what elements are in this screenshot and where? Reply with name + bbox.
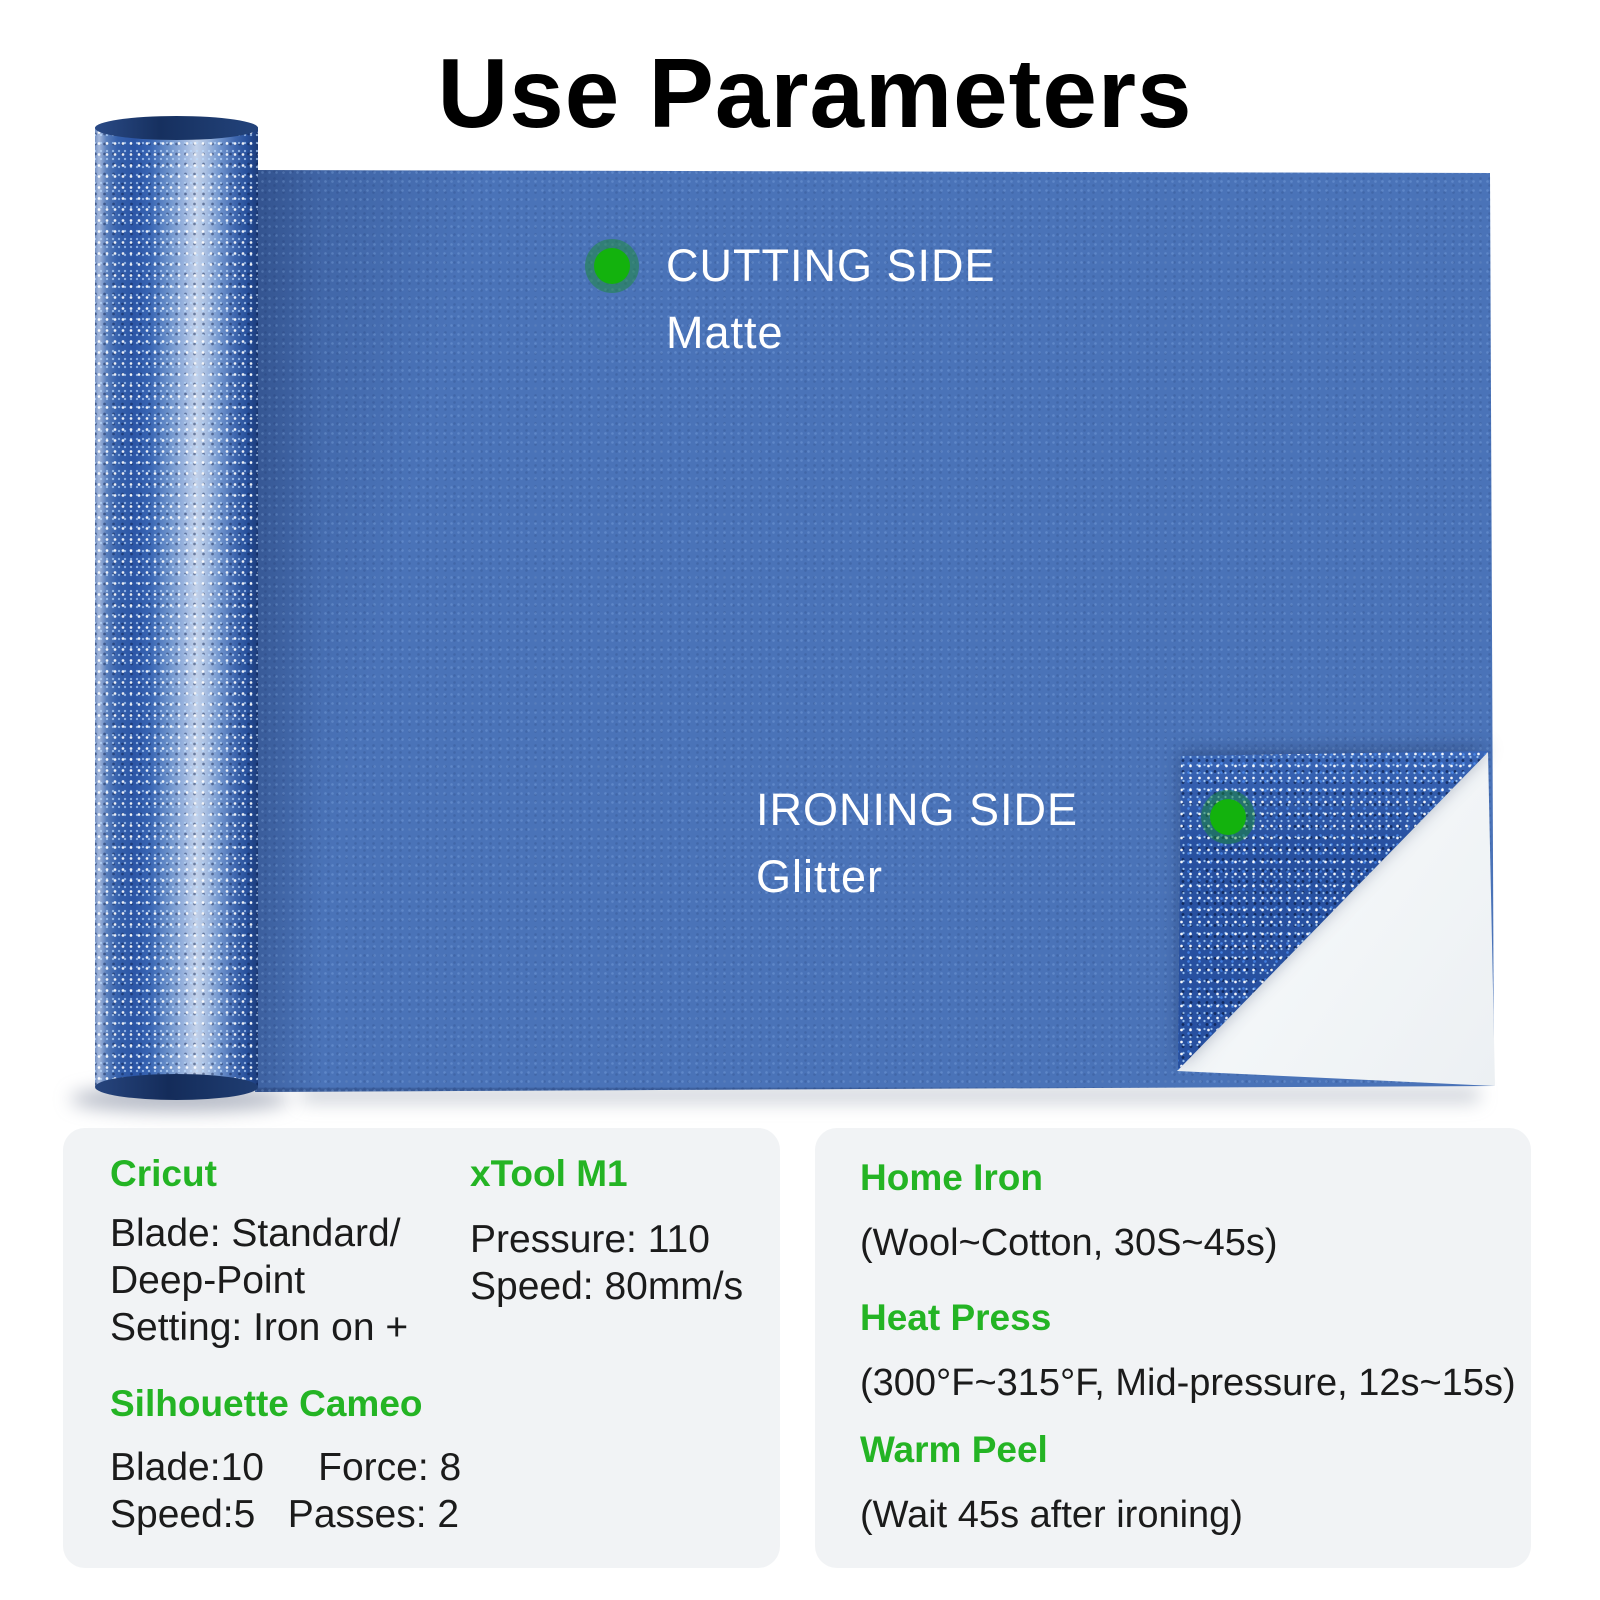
silhouette-blade-force: Blade:10 Force: 8	[110, 1446, 462, 1489]
heat-press-section	[860, 1296, 1516, 1408]
warm-peel-detail: (Wait 45s after ironing)	[860, 1494, 1243, 1536]
cricut-section	[110, 1152, 408, 1351]
warm-peel-section	[860, 1428, 1243, 1540]
page-title: Use Parameters	[437, 38, 1193, 148]
xtool-section	[470, 1152, 743, 1310]
xtool-pressure: Pressure: 110	[470, 1218, 710, 1261]
vinyl-roll-bottom-edge	[95, 1074, 258, 1100]
silhouette-section	[110, 1382, 461, 1538]
ironing-side-dot-icon-core	[1210, 799, 1246, 835]
heat-press-heading: Heat Press	[860, 1297, 1052, 1338]
ironing-side-title: IRONING SIDE	[756, 784, 1079, 835]
cutting-side-dot-icon-core	[594, 248, 630, 284]
home-iron-section	[860, 1156, 1278, 1268]
ironing-side-subtitle: Glitter	[756, 851, 884, 902]
cricut-setting: Setting: Iron on +	[110, 1306, 409, 1349]
cutting-side-label	[666, 232, 996, 366]
home-iron-detail: (Wool~Cotton, 30S~45s)	[860, 1222, 1278, 1264]
cricut-heading: Cricut	[110, 1153, 217, 1194]
vinyl-roll-top-edge	[95, 116, 258, 140]
cutting-side-subtitle: Matte	[666, 307, 784, 358]
cutting-parameters-panel	[63, 1128, 780, 1568]
silhouette-speed-passes: Speed:5 Passes: 2	[110, 1493, 460, 1536]
heat-press-detail: (300°F~315°F, Mid-pressure, 12s~15s)	[860, 1362, 1516, 1404]
ironing-side-label	[756, 776, 1078, 910]
home-iron-heading: Home Iron	[860, 1157, 1043, 1198]
silhouette-heading: Silhouette Cameo	[110, 1383, 423, 1424]
xtool-speed: Speed: 80mm/s	[470, 1265, 744, 1308]
cutting-side-title: CUTTING SIDE	[666, 240, 996, 291]
cricut-blade2: Deep-Point	[110, 1259, 306, 1302]
warm-peel-heading: Warm Peel	[860, 1429, 1048, 1470]
ironing-parameters-panel	[815, 1128, 1531, 1568]
xtool-heading: xTool M1	[470, 1153, 628, 1194]
cricut-blade: Blade: Standard/	[110, 1212, 401, 1255]
vinyl-roll-tube	[95, 127, 258, 1086]
